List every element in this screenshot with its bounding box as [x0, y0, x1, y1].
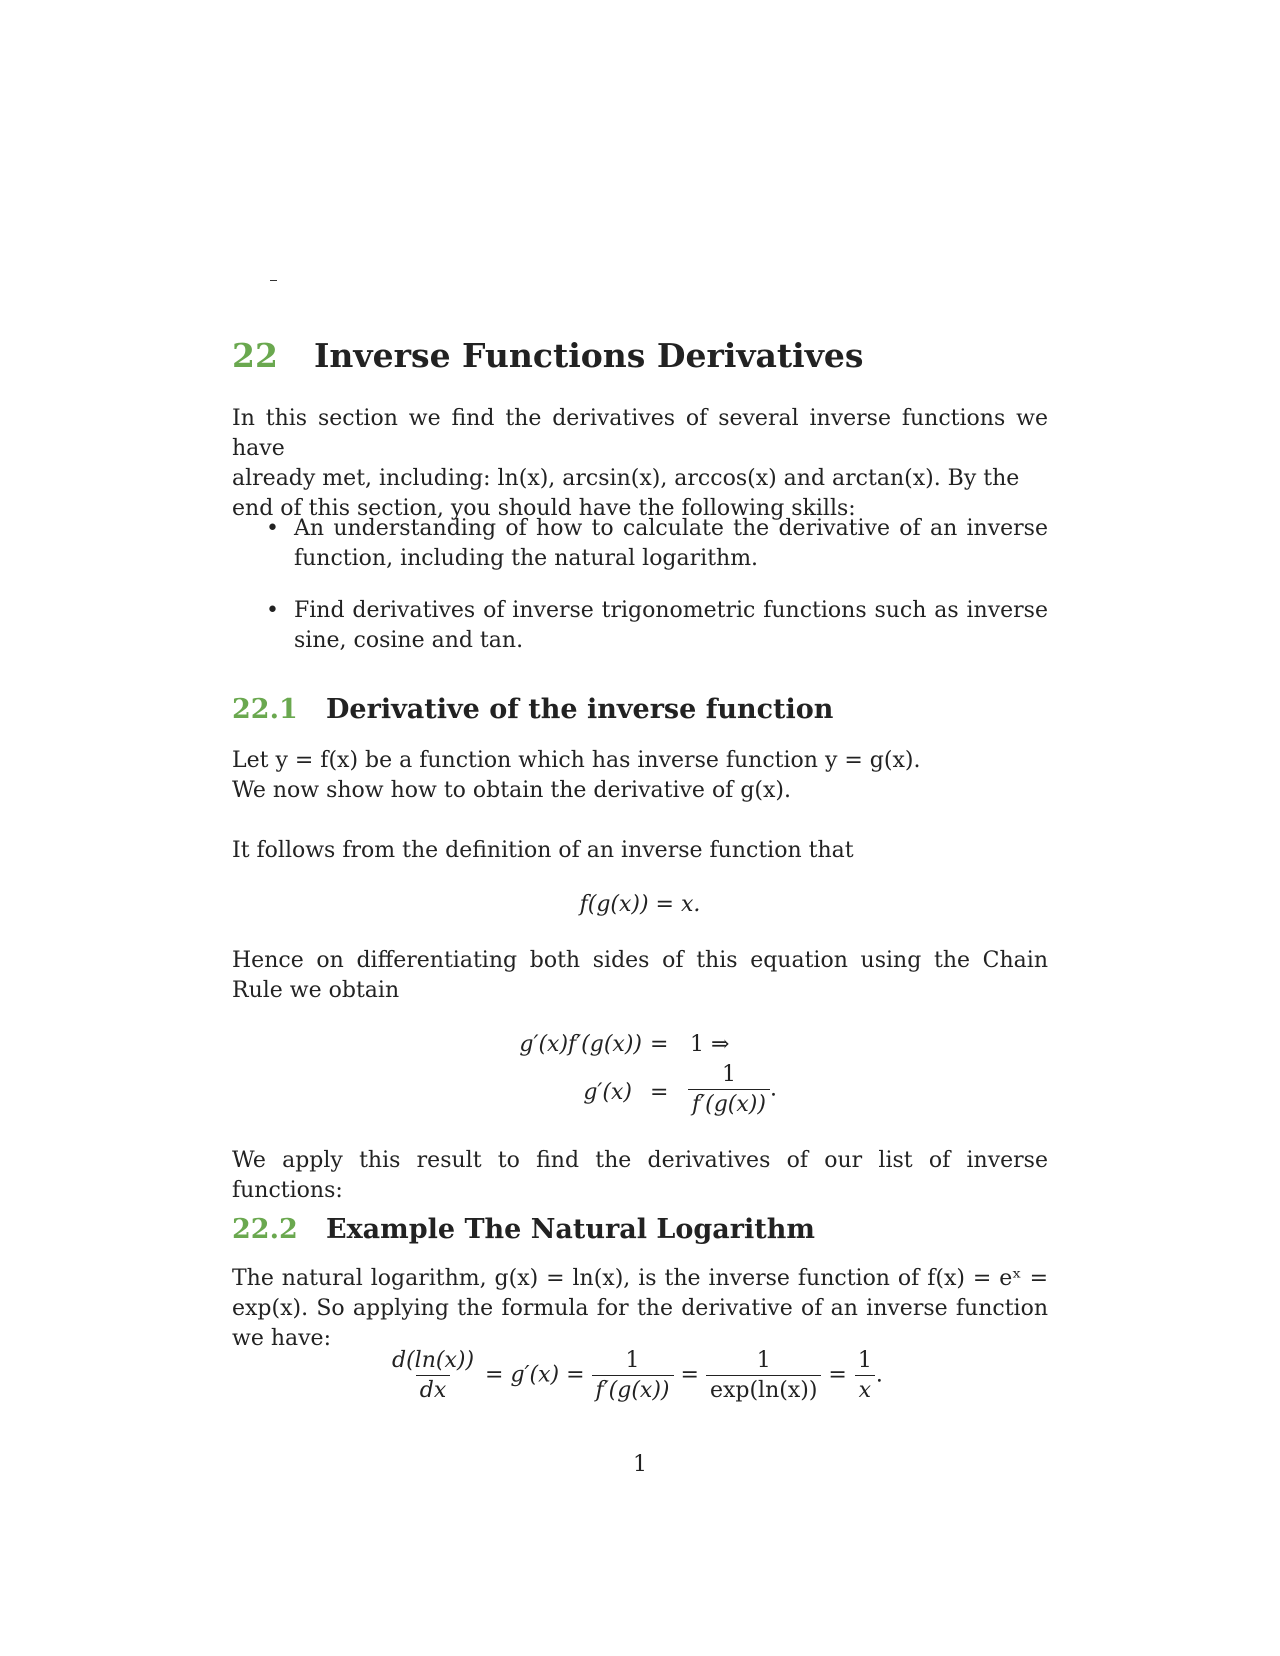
numerator: 1 — [721, 1062, 736, 1087]
paragraph-line: Let y = f(x) be a function which has inverse function y = g(x). — [232, 748, 921, 773]
equation-lhs-1 — [400, 1032, 642, 1057]
equation-text: f(g(x)) = x. — [579, 892, 701, 917]
equation-rhs-1: 1 ⇒ — [690, 1032, 730, 1057]
subsection-title: Derivative of the inverse function — [326, 694, 834, 725]
subsection-number: 22.1 — [232, 694, 298, 725]
equation-lhs-2 — [400, 1080, 632, 1105]
bullet-text: An understanding of how to calculate the derivative of an inverse function, including the natural logarithm. — [294, 516, 1048, 571]
equation-text: g′(x)f′(g(x)) — [519, 1032, 642, 1057]
denominator: dx — [416, 1375, 451, 1403]
equation-ln-derivative: $\frac{d(\ln(x))}{dx}$ = g′(x) = $\frac{1}{f'(g(x))}$ = $\frac{1}{\exp(\ln(x))}$ = $\frac{1}{x}$ . — [388, 1348, 883, 1403]
numerator: 1 — [625, 1348, 640, 1373]
section-number: 22 — [232, 336, 278, 375]
bullet-dot: • — [266, 598, 279, 623]
fraction — [854, 1348, 876, 1403]
section-heading — [232, 336, 863, 375]
paragraph-follows: It follows from the definition of an inverse function that — [232, 838, 854, 863]
paragraph-chain-rule: Hence on differentiating both sides of this equation using the Chain Rule we obtain — [232, 948, 1048, 1003]
denominator: x — [855, 1375, 875, 1403]
intro-line-3: end of this section, you should have the following skills: — [232, 496, 856, 521]
paragraph-apply: We apply this result to find the derivatives of our list of inverse functions: — [232, 1148, 1048, 1203]
numerator: 1 — [857, 1348, 872, 1373]
subsection-heading-1 — [232, 694, 833, 725]
fraction — [688, 1062, 770, 1117]
equation-text: = g′(x) = — [485, 1362, 585, 1388]
denominator: exp(ln(x)) — [706, 1375, 821, 1403]
denominator: f′(g(x)) — [688, 1089, 770, 1117]
equation-rhs-2: $\frac{1}{f'(g(x))}$ . — [688, 1062, 777, 1117]
paragraph-natural-log: The natural logarithm, g(x) = ln(x), is the inverse function of f(x) = eˣ = exp(x). So applying the formula for the derivative of an inverse function we have: — [232, 1266, 1048, 1351]
equals-sign: = — [650, 1032, 669, 1057]
subsection-title: Example The Natural Logarithm — [326, 1214, 815, 1245]
subsection-heading-2 — [232, 1214, 815, 1245]
fraction — [388, 1348, 478, 1403]
subsection-number: 22.2 — [232, 1214, 298, 1245]
bullet-item-1 — [266, 514, 1048, 574]
paragraph-line: We now show how to obtain the derivative of g(x). — [232, 778, 791, 803]
intro-line-1: In this section we find the derivatives of several inverse functions we have — [232, 406, 1048, 461]
denominator: f′(g(x)) — [592, 1375, 674, 1403]
numerator: d(ln(x)) — [392, 1348, 475, 1373]
intro-line-2: already met, including: ln(x), arcsin(x), arccos(x) and arctan(x). By the — [232, 466, 1020, 491]
header-mark — [270, 280, 277, 281]
intro-paragraph — [232, 404, 1048, 524]
section-title: Inverse Functions Derivatives — [314, 336, 864, 375]
fraction — [706, 1348, 821, 1403]
page-number: 1 — [633, 1452, 647, 1477]
bullet-item-2 — [266, 596, 1048, 656]
equation-inverse-definition — [0, 892, 1280, 917]
fraction — [592, 1348, 674, 1403]
paragraph-definition — [232, 746, 1048, 806]
numerator: 1 — [756, 1348, 771, 1373]
bullet-dot: • — [266, 516, 279, 541]
equation-text: g′(x) — [583, 1080, 632, 1105]
equals-sign: = — [650, 1080, 669, 1105]
bullet-text: Find derivatives of inverse trigonometric functions such as inverse sine, cosine and tan. — [294, 598, 1048, 653]
